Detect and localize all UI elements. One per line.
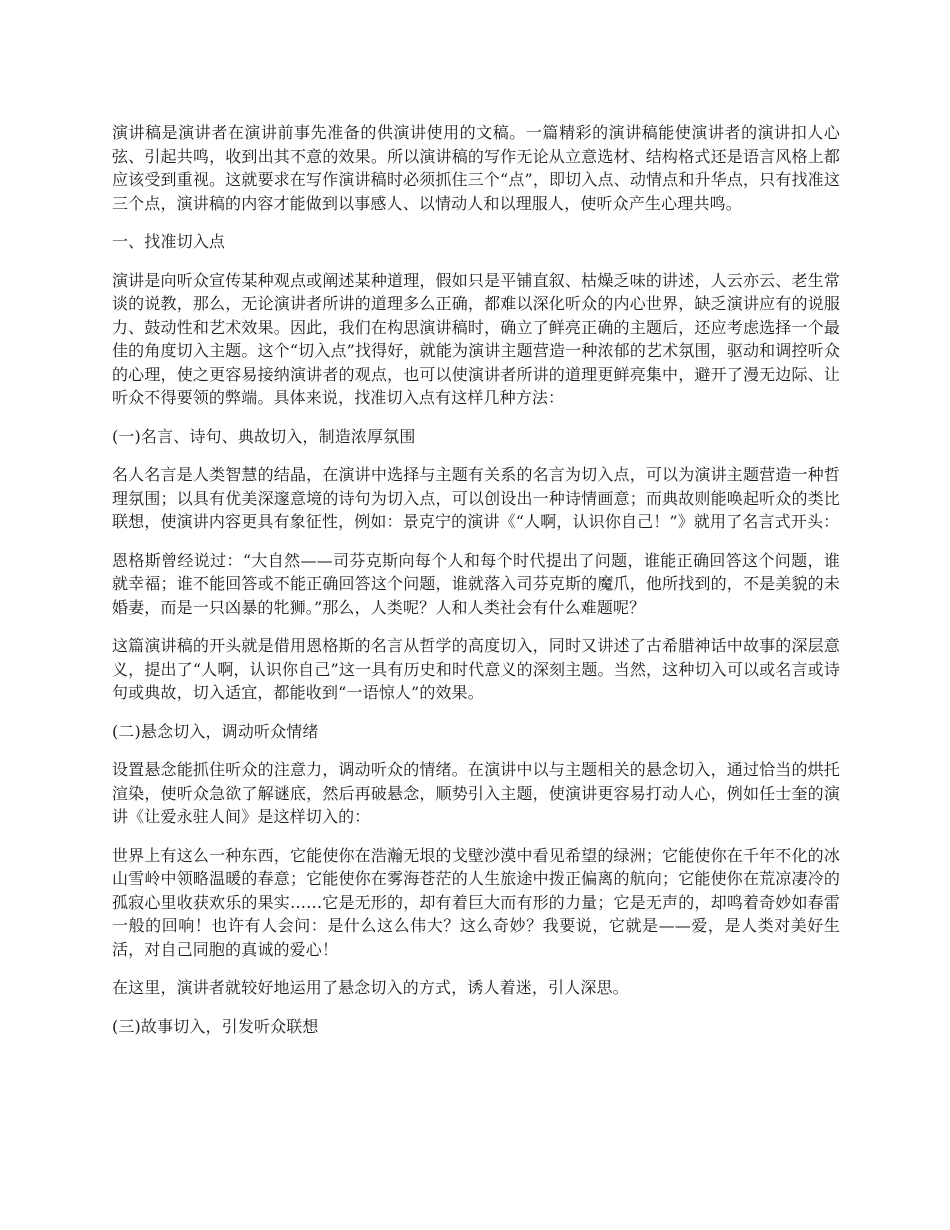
- subsection-2-paragraph: 设置悬念能抓住听众的注意力，调动听众的情绪。在演讲中以与主题相关的悬念切入，通过恰当的烘托渲染，使听众急欲了解谜底，然后再破悬念，顺势引入主题，使演讲更容易打动人心，例如任士奎的演讲《让爱永驻人间》是这样切入的：: [112, 760, 840, 826]
- analysis-paragraph-2: 在这里，演讲者就较好地运用了悬念切入的方式，诱人着迷，引人深思。: [112, 978, 629, 997]
- quote-paragraph-1: 恩格斯曾经说过：“大自然——司芬克斯向每个人和每个时代提出了问题，谁能正确回答这个问题，谁就幸福；谁不能回答或不能正确回答这个问题，谁就落入司芬克斯的魔爪，他所找到的，不是美貌的未婚妻，而是一只凶暴的牝狮。”那么，人类呢？人和人类社会有什么难题呢？: [112, 550, 840, 617]
- quote-paragraph-2: 世界上有这么一种东西，它能使你在浩瀚无垠的戈壁沙漠中看见希望的绿洲；它能使你在千年不化的冰山雪岭中领略温暖的春意；它能使你在雾海苍茫的人生旅途中拨正偏离的航向；它能使你在荒凉凄冷的孤寂心里收获欢乐的果实……它是无形的，却有着巨大而有形的力量；它是无声的，却鸣着奇妙如春雷一般的回响！也许有人会问：是什么这么伟大？这么奇妙？我要说，它就是——爱，是人类对美好生活，对自己同胞的真诚的爱心！: [112, 845, 840, 959]
- intro-paragraph: 演讲稿是演讲者在演讲前事先准备的供演讲使用的文稿。一篇精彩的演讲稿能使演讲者的演讲扣人心弦、引起共鸣，收到出其不意的效果。所以演讲稿的写作无论从立意选材、结构格式还是语言风格上都应该受到重视。这就要求在写作演讲稿时必须抓住三个“点”，即切入点、动情点和升华点，只有找准这三个点，演讲稿的内容才能做到以事感人、以情动人和以理服人，使听众产生心理共鸣。: [112, 123, 840, 213]
- subheading-1: (一)名言、诗句、典故切入，制造浓厚氛围: [112, 426, 416, 446]
- section-1-paragraph: 演讲是向听众宣传某种观点或阐述某种道理，假如只是平铺直叙、枯燥乏味的讲述，人云亦云、老生常谈的说教，那么，无论演讲者所讲的道理多么正确，都难以深化听众的内心世界，缺乏演讲应有的说服力、鼓动性和艺术效果。因此，我们在构思演讲稿时，确立了鲜亮正确的主题后，还应考虑选择一个最佳的角度切入主题。这个“切入点”找得好，就能为演讲主题营造一种浓郁的艺术氛围，驱动和调控听众的心理，使之更容易接纳演讲者的观点，也可以使演讲者所讲的道理更鲜亮集中，避开了漫无边际、让听众不得要领的弊端。具体来说，找准切入点有这样几种方法：: [112, 270, 840, 407]
- analysis-paragraph-1: 这篇演讲稿的开头就是借用恩格斯的名言从哲学的高度切入，同时又讲述了古希腊神话中故事的深层意义，提出了“人啊，认识你自己”这一具有历史和时代意义的深刻主题。当然，这种切入可以或名言或诗句或典故，切入适宜，都能收到“一语惊人”的效果。: [112, 636, 840, 702]
- subsection-1-paragraph: 名人名言是人类智慧的结晶，在演讲中选择与主题有关系的名言为切入点，可以为演讲主题营造一种哲理氛围；以具有优美深邃意境的诗句为切入点，可以创设出一种诗情画意；而典故则能唤起听众的类比联想，使演讲内容更具有象征性，例如：景克宁的演讲《“人啊，认识你自己！”》就用了名言式开头：: [112, 465, 840, 531]
- subheading-3: (三)故事切入，引发听众联想: [112, 1016, 319, 1036]
- section-heading-1: 一、找准切入点: [112, 232, 226, 251]
- document-body: [112, 121, 840, 1053]
- subheading-2: (二)悬念切入，调动听众情绪: [112, 721, 319, 741]
